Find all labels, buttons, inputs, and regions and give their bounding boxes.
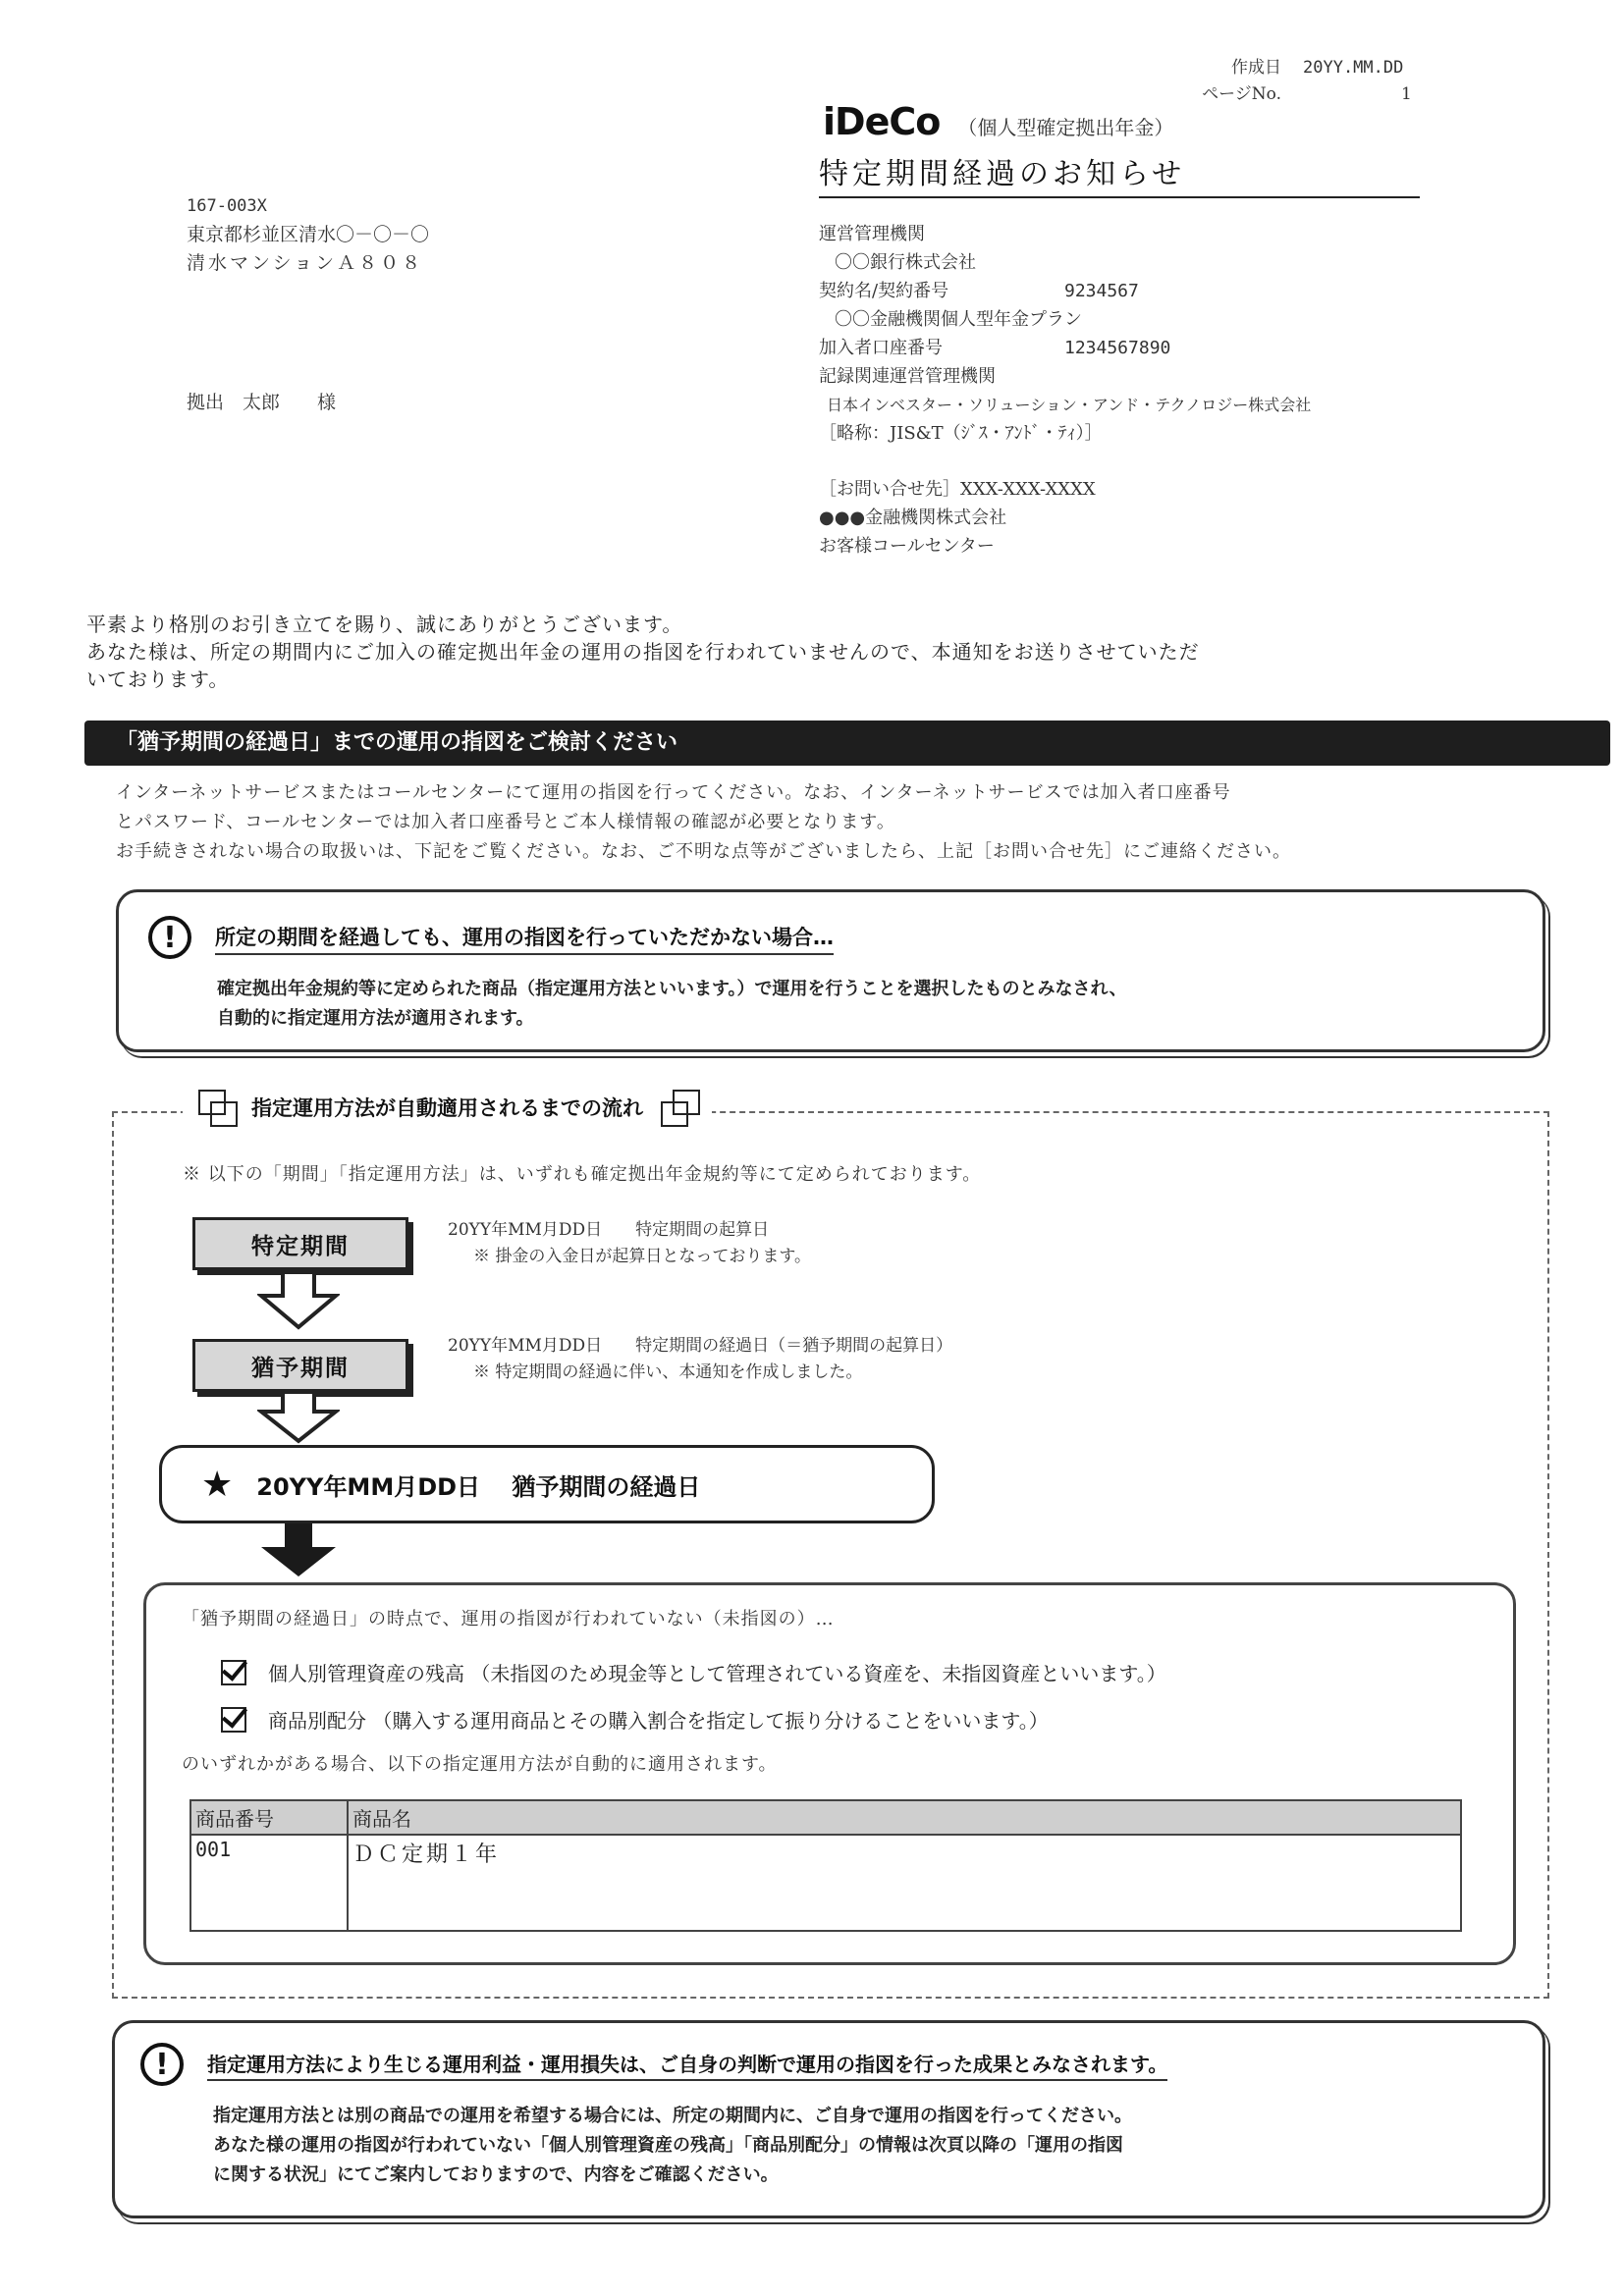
recipient-name: 拠出 太郎 様: [187, 392, 337, 413]
warning-heading: 所定の期間を経過しても、運用の指図を行っていただかない場合…: [215, 922, 834, 955]
intro-line-2: あなた様は、所定の期間内にご加入の確定拠出年金の運用の指図を行われていませんので、本通知をお送りさせていただ: [86, 640, 1200, 664]
star-icon: ★: [201, 1464, 234, 1505]
step-specific-period: 特定期間: [192, 1217, 408, 1270]
record-label: 記録関連運営管理機関: [819, 366, 996, 387]
condition-item-balance: [221, 1658, 1166, 1686]
document-meta: [1173, 55, 1412, 108]
ideco-logo: iDeCo: [823, 100, 941, 143]
contact-center: お客様コールセンター: [819, 536, 995, 557]
condition-item-balance-text: 個人別管理資産の残高 （未指図のため現金等として管理されている資産を、未指図資産といいます。）: [268, 1662, 1166, 1685]
default-product-table: [189, 1799, 1462, 1932]
created-label: 作成日: [1231, 58, 1281, 78]
admin-label: 運営管理機関: [819, 224, 925, 244]
logo-group: [823, 100, 1173, 143]
contact-label: ［お問い合せ先］XXX-XXX-XXXX: [819, 479, 1096, 500]
contact-company: ●●●金融機関株式会社: [819, 507, 1007, 528]
section-para-line-3: お手続きされない場合の取扱いは、下記をご覧ください。なお、ご不明な点等がございましたら、上記［お問い合せ先］にご連絡ください。: [116, 841, 1291, 862]
section-para-line-1: インターネットサービスまたはコールセンターにて運用の指図を行ってください。なお、インターネットサービスでは加入者口座番号: [116, 782, 1231, 803]
intro-text: [86, 611, 1559, 693]
condition-outro: のいずれかがある場合、以下の指定運用方法が自動的に適用されます。: [182, 1754, 778, 1775]
page-value: 1: [1401, 84, 1412, 104]
warning-box-responsibility: [112, 2020, 1545, 2218]
postal-code: 167-003X: [187, 196, 267, 216]
logo-subtitle: （個人型確定拠出年金）: [957, 116, 1174, 139]
address-line-2: 清水マンションＡ８０８: [187, 252, 424, 274]
product-number-cell: 001: [190, 1835, 348, 1931]
checkbox-checked-icon: [221, 1660, 246, 1685]
warning-body-line-2: あなた様の運用の指図が行われていない「個人別管理資産の残高」「商品別配分」の情報は次頁以降の「運用の指図: [213, 2135, 1123, 2156]
record-abbr: ［略称：JIS&T（ｼﾞｽ・ｱﾝﾄﾞ・ﾃｨ）］: [819, 423, 1103, 444]
flow-note: ※ 以下の「期間」「指定運用方法」は、いずれも確定拠出年金規約等にて定められております。: [183, 1164, 982, 1185]
page-label: ページNo.: [1202, 84, 1281, 104]
page-title: 特定期間経過のお知らせ: [819, 149, 1420, 198]
condition-intro: 「猶予期間の経過日」の時点で、運用の指図が行われていない（未指図の）…: [182, 1609, 835, 1629]
grace-period-end-box: [159, 1445, 935, 1523]
warning-body-line-2: 自動的に指定運用方法が適用されます。: [217, 1008, 534, 1029]
warning-box-unassigned: [116, 889, 1545, 1052]
overlap-squares-icon: [194, 1088, 238, 1127]
step1-date-line: 20YY年MM月DD日 特定期間の起算日: [448, 1220, 770, 1240]
step2-note-line: ※ 特定期間の経過に伴い、本通知を作成しました。: [473, 1362, 863, 1382]
flow-title-group: [183, 1088, 712, 1127]
overlap-squares-icon: [657, 1088, 700, 1127]
contract-label: 契約名/契約番号: [819, 281, 949, 301]
organization-info: [819, 220, 1565, 561]
condition-item-allocation-text: 商品別配分 （購入する運用商品とその購入割合を指定して振り分けることをいいます。）: [268, 1709, 1049, 1733]
warning-heading: 指定運用方法により生じる運用利益・運用損失は、ご自身の判断で運用の指図を行った成果とみなされます。: [207, 2049, 1167, 2081]
account-number: 1234567890: [1064, 338, 1171, 358]
warning-body: [217, 975, 1513, 1034]
contract-name: 〇〇金融機関個人型年金プラン: [835, 309, 1082, 330]
down-arrow-solid-icon: [257, 1523, 340, 1578]
condition-item-allocation: [221, 1705, 1049, 1734]
column-header-product-number: 商品番号: [190, 1800, 348, 1835]
contract-number: 9234567: [1064, 281, 1139, 301]
product-name-cell: ＤＣ定期１年: [348, 1835, 1461, 1931]
exclamation-icon: !: [148, 916, 191, 959]
warning-body-line-3: に関する状況」にてご案内しておりますので、内容をご確認ください。: [213, 2164, 779, 2185]
intro-line-3: いております。: [86, 667, 230, 691]
exclamation-icon: !: [140, 2043, 184, 2086]
section-heading-bar: 「猶予期間の経過日」までの運用の指図をご検討ください: [84, 721, 1610, 766]
step1-note-line: ※ 掛金の入金日が起算日となっております。: [473, 1247, 812, 1266]
step-grace-period: 猶予期間: [192, 1339, 408, 1392]
section-para-line-2: とパスワード、コールセンターでは加入者口座番号とご本人様情報の確認が必要となります。: [116, 812, 895, 832]
admin-name: 〇〇銀行株式会社: [835, 252, 976, 273]
section-paragraph: [116, 778, 1559, 867]
table-row: [190, 1835, 1461, 1931]
warning-body: [213, 2102, 1509, 2190]
step2-notes: [448, 1333, 952, 1386]
table-header-row: [190, 1800, 1461, 1835]
flow-title: 指定運用方法が自動適用されるまでの流れ: [251, 1096, 643, 1120]
down-arrow-outline-icon: [257, 1270, 340, 1331]
grace-period-end-text: 20YY年MM月DD日 猶予期間の経過日: [256, 1472, 701, 1501]
warning-body-line-1: 指定運用方法とは別の商品での運用を希望する場合には、所定の期間内に、ご自身で運用の指図を行ってください。: [213, 2106, 1132, 2126]
checkbox-checked-icon: [221, 1707, 246, 1733]
down-arrow-outline-icon: [257, 1390, 340, 1445]
created-value: 20YY.MM.DD: [1303, 58, 1404, 78]
account-label: 加入者口座番号: [819, 338, 943, 358]
record-name: 日本インベスター・ソリューション・アンド・テクノロジー株式会社: [827, 396, 1312, 414]
recipient-address: [187, 192, 429, 278]
intro-line-1: 平素より格別のお引き立てを賜り、誠にありがとうございます。: [86, 613, 683, 636]
auto-apply-condition-box: [143, 1582, 1516, 1965]
step1-notes: [448, 1217, 811, 1270]
column-header-product-name: 商品名: [348, 1800, 1461, 1835]
address-line-1: 東京都杉並区清水〇－〇－〇: [187, 224, 430, 245]
warning-body-line-1: 確定拠出年金規約等に定められた商品（指定運用方法といいます。）で運用を行うことを選択したものとみなされ、: [217, 979, 1127, 999]
step2-date-line: 20YY年MM月DD日 特定期間の経過日（＝猶予期間の起算日）: [448, 1336, 953, 1356]
